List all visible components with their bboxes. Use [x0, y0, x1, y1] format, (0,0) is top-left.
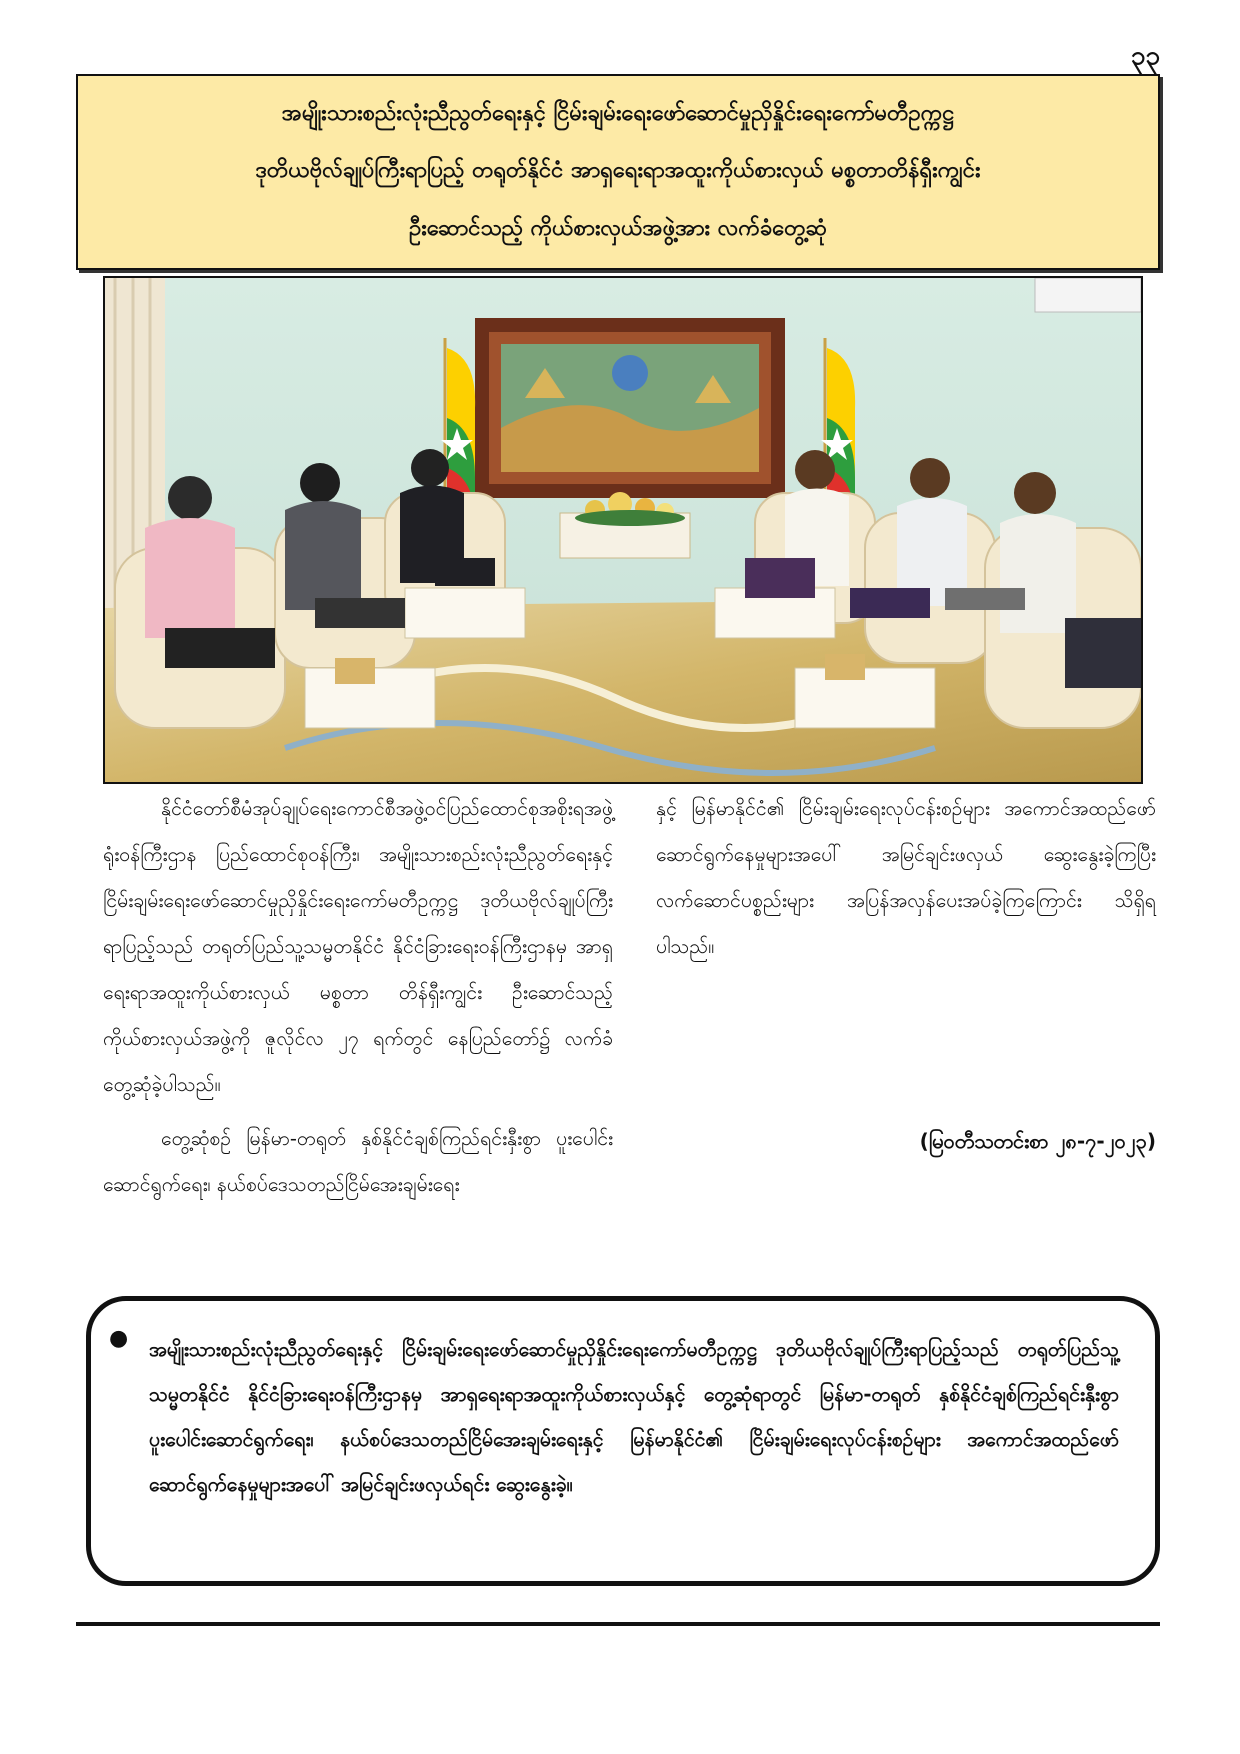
body-paragraph: တွေ့ဆုံစဉ် မြန်မာ-တရုတ် နှစ်နိုင်ငံချစ်ကြည်ရင်းနှီးစွာ ပူးပေါင်းဆောင်ရွက်ရေး၊ နယ်စပ်ဒေသတည်ငြိမ်အေးချမ်းရေး: [103, 1127, 613, 1196]
body-paragraph: နှင့် မြန်မာနိုင်ငံ၏ ငြိမ်းချမ်းရေးလုပ်ငန်းစဉ်များ အကောင်အထည်ဖော် ဆောင်ရွက်နေမှုများအပေါ် အမြင်ချင်းဖလှယ် ဆွေးနွေးခဲ့ကြပြီး လက်ဆောင်ပစ္စည်းများ အပြန်အလှန်ပေးအပ်ခဲ့ကြကြောင်း သိရှိရပါသည်။: [656, 797, 1156, 958]
meeting-room-illustration: [105, 278, 1141, 782]
title-box: [76, 74, 1160, 270]
body-right-column: [656, 786, 1156, 970]
title-line: ဦးဆောင်သည့် ကိုယ်စားလှယ်အဖွဲ့အား လက်ခံတွေ့ဆုံ: [409, 215, 827, 241]
meeting-photo: [103, 276, 1143, 784]
summary-box: [86, 1296, 1160, 1586]
page-number: ၃၃: [1130, 41, 1160, 71]
summary-text: အမျိုးသားစည်းလုံးညီညွတ်ရေးနှင့် ငြိမ်းချမ်းရေးဖော်ဆောင်မှုညှိနှိုင်းရေးကော်မတီဥက္ကဋ္ဌ ဒုတိယဗိုလ်ချုပ်ကြီးရာပြည့်သည် တရုတ်ပြည်သူ့သမ္မတနိုင်ငံ နိုင်ငံခြားရေးဝန်ကြီးဌာနမှ အာရှရေးရာအထူးကိုယ်စားလှယ်နှင့် တွေ့ဆုံရာတွင် မြန်မာ-တရုတ် နှစ်နိုင်ငံချစ်ကြည်ရင်းနှီးစွာ ပူးပေါင်းဆောင်ရွက်ရေး၊ နယ်စပ်ဒေသတည်ငြိမ်အေးချမ်းရေးနှင့် မြန်မာနိုင်ငံ၏ ငြိမ်းချမ်းရေးလုပ်ငန်းစဉ်များ အကောင်အထည်ဖော် ဆောင်ရွက်နေမှုများအပေါ် အမြင်ချင်းဖလှယ်ရင်း ဆွေးနွေးခဲ့။: [149, 1338, 1119, 1496]
title-line: ဒုတိယဗိုလ်ချုပ်ကြီးရာပြည့် တရုတ်နိုင်ငံ အာရှရေးရာအထူးကိုယ်စားလှယ် မစ္စတာတိန်ရှီးကျွင်း: [255, 158, 981, 184]
body-left-column: [103, 786, 613, 1208]
footer-rule: [76, 1622, 1160, 1626]
bullet-icon: ●: [109, 1326, 129, 1351]
source-citation: (မြဝတီသတင်းစာ ၂၈-၇-၂၀၂၃): [919, 1129, 1156, 1153]
body-paragraph: နိုင်ငံတော်စီမံအုပ်ချုပ်ရေးကောင်စီအဖွဲ့ဝင်ပြည်ထောင်စုအစိုးရအဖွဲ့ရုံးဝန်ကြီးဌာန ပြည်ထောင်စုဝန်ကြီး၊ အမျိုးသားစည်းလုံးညီညွတ်ရေးနှင့် ငြိမ်းချမ်းရေးဖော်ဆောင်မှုညှိနှိုင်းရေးကော်မတီဥက္ကဋ္ဌ ဒုတိယဗိုလ်ချုပ်ကြီးရာပြည့်သည် တရုတ်ပြည်သူ့သမ္မတနိုင်ငံ နိုင်ငံခြားရေးဝန်ကြီးဌာနမှ အာရှရေးရာအထူးကိုယ်စားလှယ် မစ္စတာ တိန်ရှီးကျွင်း ဦးဆောင်သည့် ကိုယ်စားလှယ်အဖွဲ့ကို ဇူလိုင်လ ၂၇ ရက်တွင် နေပြည်တော်၌ လက်ခံတွေ့ဆုံခဲ့ပါသည်။: [103, 797, 613, 1096]
title-line: အမျိုးသားစည်းလုံးညီညွတ်ရေးနှင့် ငြိမ်းချမ်းရေးဖော်ဆောင်မှုညှိနှိုင်းရေးကော်မတီဥက္ကဋ္ဌ: [281, 101, 955, 127]
